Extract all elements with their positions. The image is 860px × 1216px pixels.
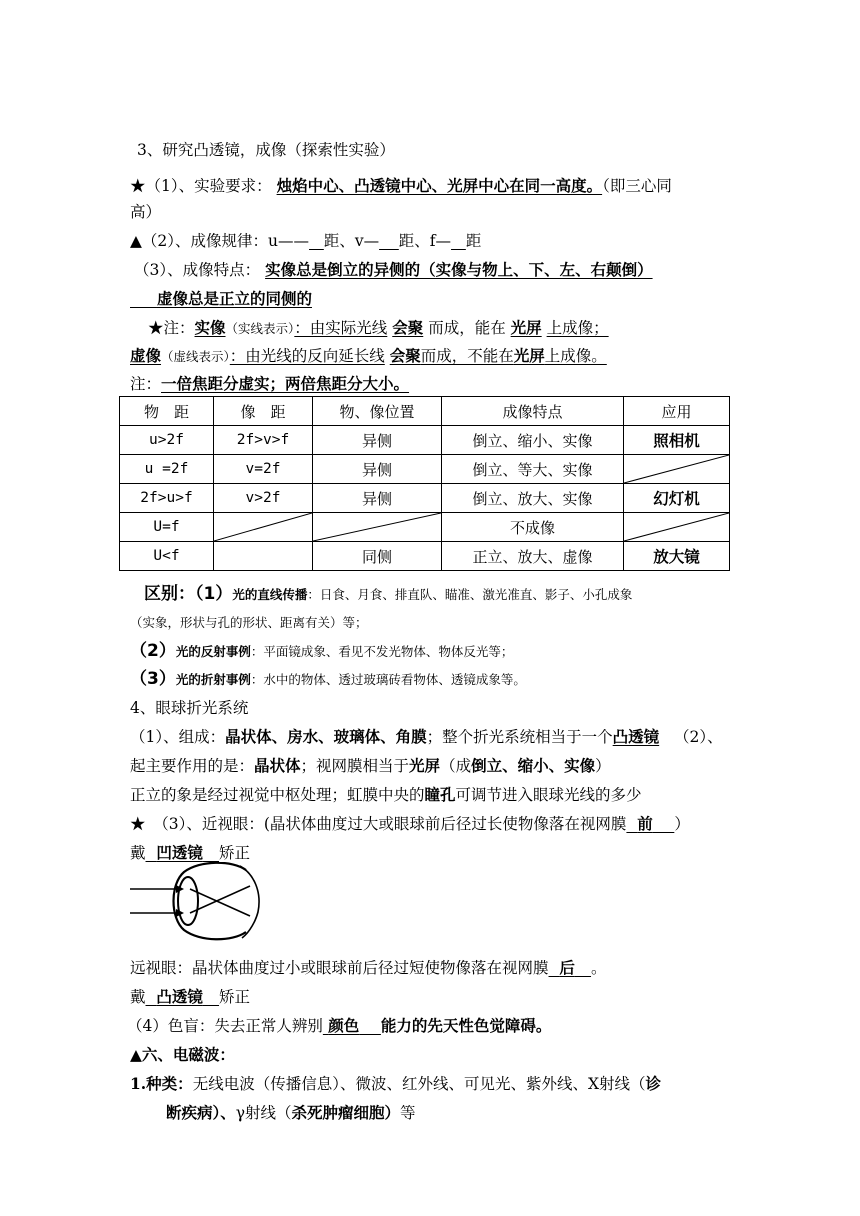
- difference-line-2: （2）光的反射事例：平面镜成象、看见不发光物体、物体反光等；: [130, 641, 514, 661]
- star-icon: ★: [130, 177, 146, 195]
- table-cell: U<f: [120, 542, 214, 571]
- table-cell: 同侧: [313, 542, 442, 571]
- table-cell: 照相机: [624, 426, 730, 455]
- em-wave-types-cont: 断疾病）、γ射线（杀死肿瘤细胞）等: [166, 1103, 416, 1122]
- myopia-line: ★ （3）、近视眼：(晶状体曲度过大或眼球前后径过长使物像落在视网膜 前 ）: [130, 814, 690, 833]
- table-cell: 倒立、等大、实像: [442, 455, 624, 484]
- table-header-cell: 物、像位置: [313, 397, 442, 426]
- table-cell: 倒立、放大、实像: [442, 484, 624, 513]
- table-cell: u =2f: [120, 455, 214, 484]
- difference-line-3: （3）光的折射事例：水中的物体、透过玻璃砖看物体、透镜成象等。: [130, 669, 526, 689]
- color-blindness-line: （4）色盲：失去正常人辨别 颜色 能力的先天性色觉障碍。: [127, 1016, 552, 1035]
- table-cell: 不成像: [442, 513, 624, 542]
- empty-diagonal-cell: [313, 513, 442, 542]
- empty-diagonal-cell: [624, 455, 730, 484]
- table-row: [120, 484, 730, 513]
- table-cell: 幻灯机: [624, 484, 730, 513]
- difference-line-1: 区别：（1）光的直线传播：日食、月食、排直队、瞄准、激光准直、影子、小孔成象: [144, 584, 633, 604]
- empty-diagonal-cell: [624, 513, 730, 542]
- virtual-image-note: 虚像（虚线表示）：由光线的反向延长线 会聚而成，不能在光屏上成像。: [130, 346, 607, 365]
- imaging-features: （3）、成像特点： 实像总是倒立的异侧的（实像与物上、下、左、右颠倒）: [134, 260, 653, 279]
- virtual-image-feature: 虚像总是正立的同侧的: [156, 289, 312, 308]
- section-3-title: 3、研究凸透镜，成像（探索性实验）: [137, 141, 395, 159]
- eye-pupil-line: 正立的象是经过视觉中枢处理；虹膜中央的瞳孔可调节进入眼球光线的多少: [130, 785, 642, 804]
- table-row: [120, 426, 730, 455]
- imaging-rule: ▲（2）、成像规律：u—— 距、v— 距、f— 距: [130, 232, 482, 250]
- hyperopia-correction: 戴 凸透镜 矫正: [130, 987, 251, 1006]
- table-cell: 异侧: [313, 455, 442, 484]
- eye-main-part: 起主要作用的是：晶状体；视网膜相当于光屏（成倒立、缩小、实像）: [130, 756, 611, 775]
- eye-composition: （1）、组成：晶状体、房水、玻璃体、角膜；整个折光系统相当于一个凸透镜 （2）、: [130, 727, 723, 746]
- table-cell: v>2f: [214, 484, 313, 513]
- experiment-requirement: ★（1）、实验要求： 烛焰中心、凸透镜中心、光屏中心在同一高度。（即三心同: [130, 176, 672, 195]
- table-cell: 倒立、缩小、实像: [442, 426, 624, 455]
- section-6-title: ▲六、电磁波：: [130, 1045, 235, 1064]
- table-header-cell: 应用: [624, 397, 730, 426]
- em-wave-types: 1.种类：无线电波（传播信息）、微波、红外线、可见光、紫外线、X射线（诊: [130, 1074, 661, 1093]
- table-header-row: [120, 397, 730, 426]
- table-header-cell: 物 距: [120, 397, 214, 426]
- hyperopia-line: 远视眼：晶状体曲度过小或眼球前后径过短使物像落在视网膜 后 。: [130, 958, 607, 977]
- table-cell: 异侧: [313, 484, 442, 513]
- table-cell: [214, 542, 313, 571]
- table-cell: 2f>v>f: [214, 426, 313, 455]
- myopia-eye-diagram: [130, 862, 280, 942]
- table-cell: 放大镜: [624, 542, 730, 571]
- table-row: [120, 542, 730, 571]
- table-cell: 异侧: [313, 426, 442, 455]
- table-cell: U=f: [120, 513, 214, 542]
- table-cell: u>2f: [120, 426, 214, 455]
- table-cell: 2f>u>f: [120, 484, 214, 513]
- triangle-icon: ▲: [130, 232, 142, 250]
- table-row: [120, 513, 730, 542]
- table-cell: v=2f: [214, 455, 313, 484]
- real-image-note: ★注：实像（实线表示）：由实际光线 会聚 而成，能在 光屏 上成像；: [148, 318, 609, 337]
- focal-length-note: 注：一倍焦距分虚实；两倍焦距分大小。: [130, 374, 410, 393]
- table-header-cell: 像 距: [214, 397, 313, 426]
- lens-imaging-table: [119, 396, 730, 571]
- table-header-cell: 成像特点: [442, 397, 624, 426]
- table-cell: 正立、放大、虚像: [442, 542, 624, 571]
- experiment-requirement-cont: 高）: [130, 203, 162, 221]
- section-4-title: 4、眼球折光系统: [130, 699, 249, 717]
- myopia-correction: 戴 凹透镜 矫正: [130, 843, 251, 862]
- table-row: [120, 455, 730, 484]
- difference-line-1-cont: （实象，形状与孔的形状、距离有关）等；: [130, 615, 368, 630]
- empty-diagonal-cell: [214, 513, 313, 542]
